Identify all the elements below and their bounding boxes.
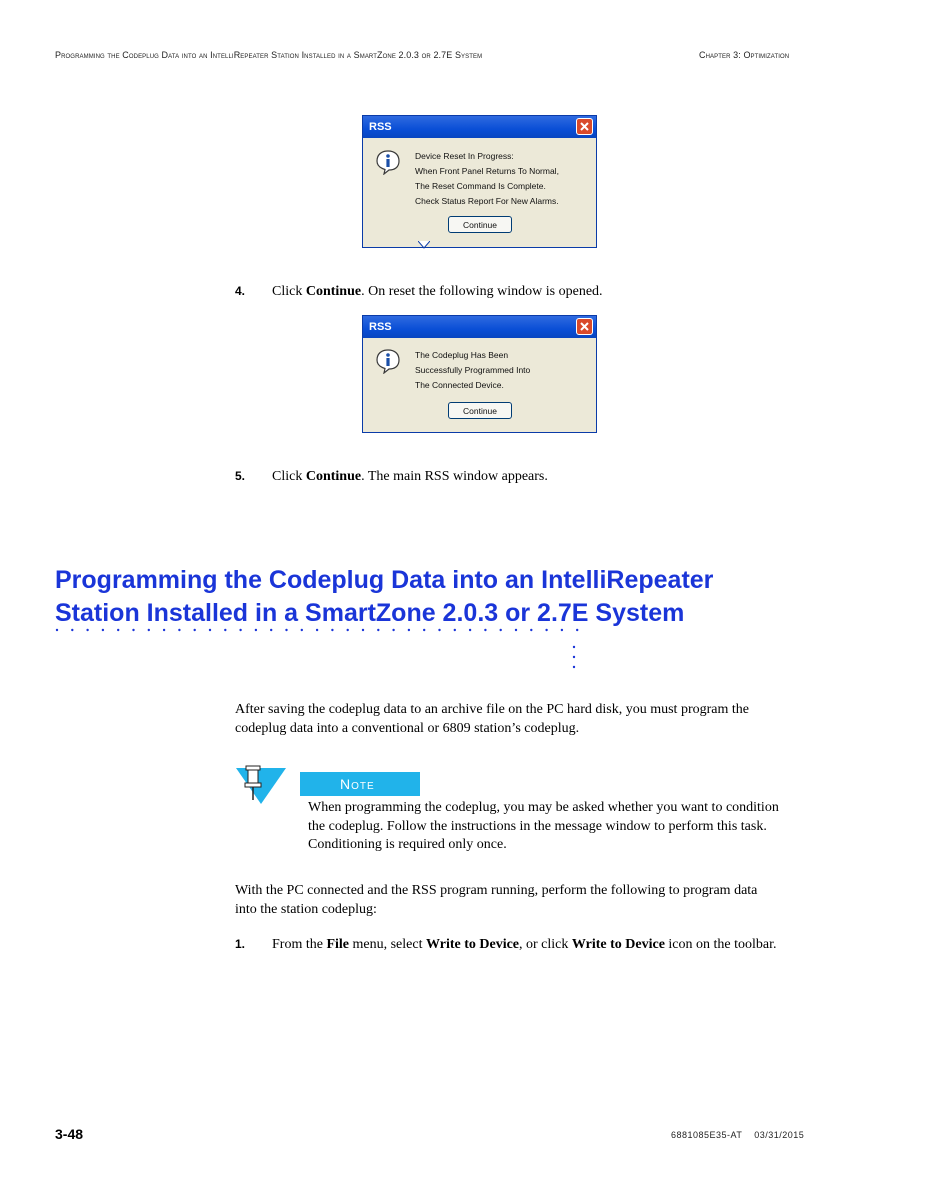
page-number: 3-48: [55, 1126, 84, 1142]
document-id: 6881085E35-AT 03/31/2015: [671, 1130, 805, 1140]
message-line: The Connected Device.: [415, 380, 504, 390]
info-icon: [375, 348, 401, 374]
rss-dialog-reset: [362, 115, 597, 248]
message-line: Device Reset In Progress:: [415, 151, 514, 161]
paragraph-line: With the PC connected and the RSS program running, perform the following to program data: [235, 883, 758, 898]
message-line: Check Status Report For New Alarms.: [415, 196, 559, 206]
info-icon: [375, 149, 401, 175]
message-line: The Reset Command Is Complete.: [415, 181, 546, 191]
dialog-title: RSS: [369, 321, 392, 333]
note-line: Conditioning is required only once.: [308, 837, 507, 852]
dialog-title-bar: [363, 316, 596, 338]
section-heading: [55, 564, 713, 630]
continue-button[interactable]: Continue: [448, 216, 512, 233]
procedure-intro: [235, 881, 805, 919]
step-number: 4.: [235, 284, 246, 298]
rss-dialog-success: [362, 315, 597, 433]
running-header-chapter: Chapter 3: Optimization: [699, 50, 790, 60]
continue-button[interactable]: Continue: [448, 402, 512, 419]
note-label: Note: [300, 772, 420, 796]
dialog-message: [415, 149, 559, 209]
paragraph-line: After saving the codeplug data to an archive file on the PC hard disk, you must program the: [235, 702, 749, 717]
message-line: Successfully Programmed Into: [415, 365, 531, 375]
close-icon[interactable]: [576, 118, 593, 135]
section-heading-line: Programming the Codeplug Data into an IntelliRepeater: [55, 566, 714, 594]
dotted-rule-vertical: [572, 645, 576, 669]
step-number: 1.: [235, 937, 246, 951]
note-pushpin-icon: [234, 764, 288, 806]
message-line: When Front Panel Returns To Normal,: [415, 166, 559, 176]
note-line: the codeplug. Follow the instructions in the message window to perform this task.: [308, 818, 767, 834]
section-heading-line: Station Installed in a SmartZone 2.0.3 or 2.7E System: [55, 599, 685, 627]
note-text: [308, 799, 828, 855]
close-icon[interactable]: [576, 318, 593, 335]
dialog-title: RSS: [369, 121, 392, 133]
message-line: The Codeplug Has Been: [415, 350, 509, 360]
paragraph-line: codeplug data into a conventional or 6809 station’s codeplug.: [235, 721, 580, 736]
paragraph-line: into the station codeplug:: [235, 902, 377, 917]
dialog-notch: [418, 241, 430, 249]
dialog-message: [415, 348, 530, 393]
step-text: From the File menu, select Write to Device, or click Write to Device icon on the toolbar.: [272, 937, 777, 952]
dotted-rule: [55, 628, 585, 632]
step-text: Click Continue. On reset the following window is opened.: [272, 284, 603, 299]
step-text: Click Continue. The main RSS window appears.: [272, 469, 548, 484]
step-number: 5.: [235, 469, 246, 483]
dialog-title-bar: [363, 116, 596, 138]
running-header-title: Programming the Codeplug Data into an IntelliRepeater Station Installed in a SmartZone 2.0.3 or 2.7E System: [55, 50, 483, 60]
note-line: When programming the codeplug, you may be asked whether you want to condition: [308, 800, 779, 815]
intro-paragraph: [235, 700, 805, 738]
